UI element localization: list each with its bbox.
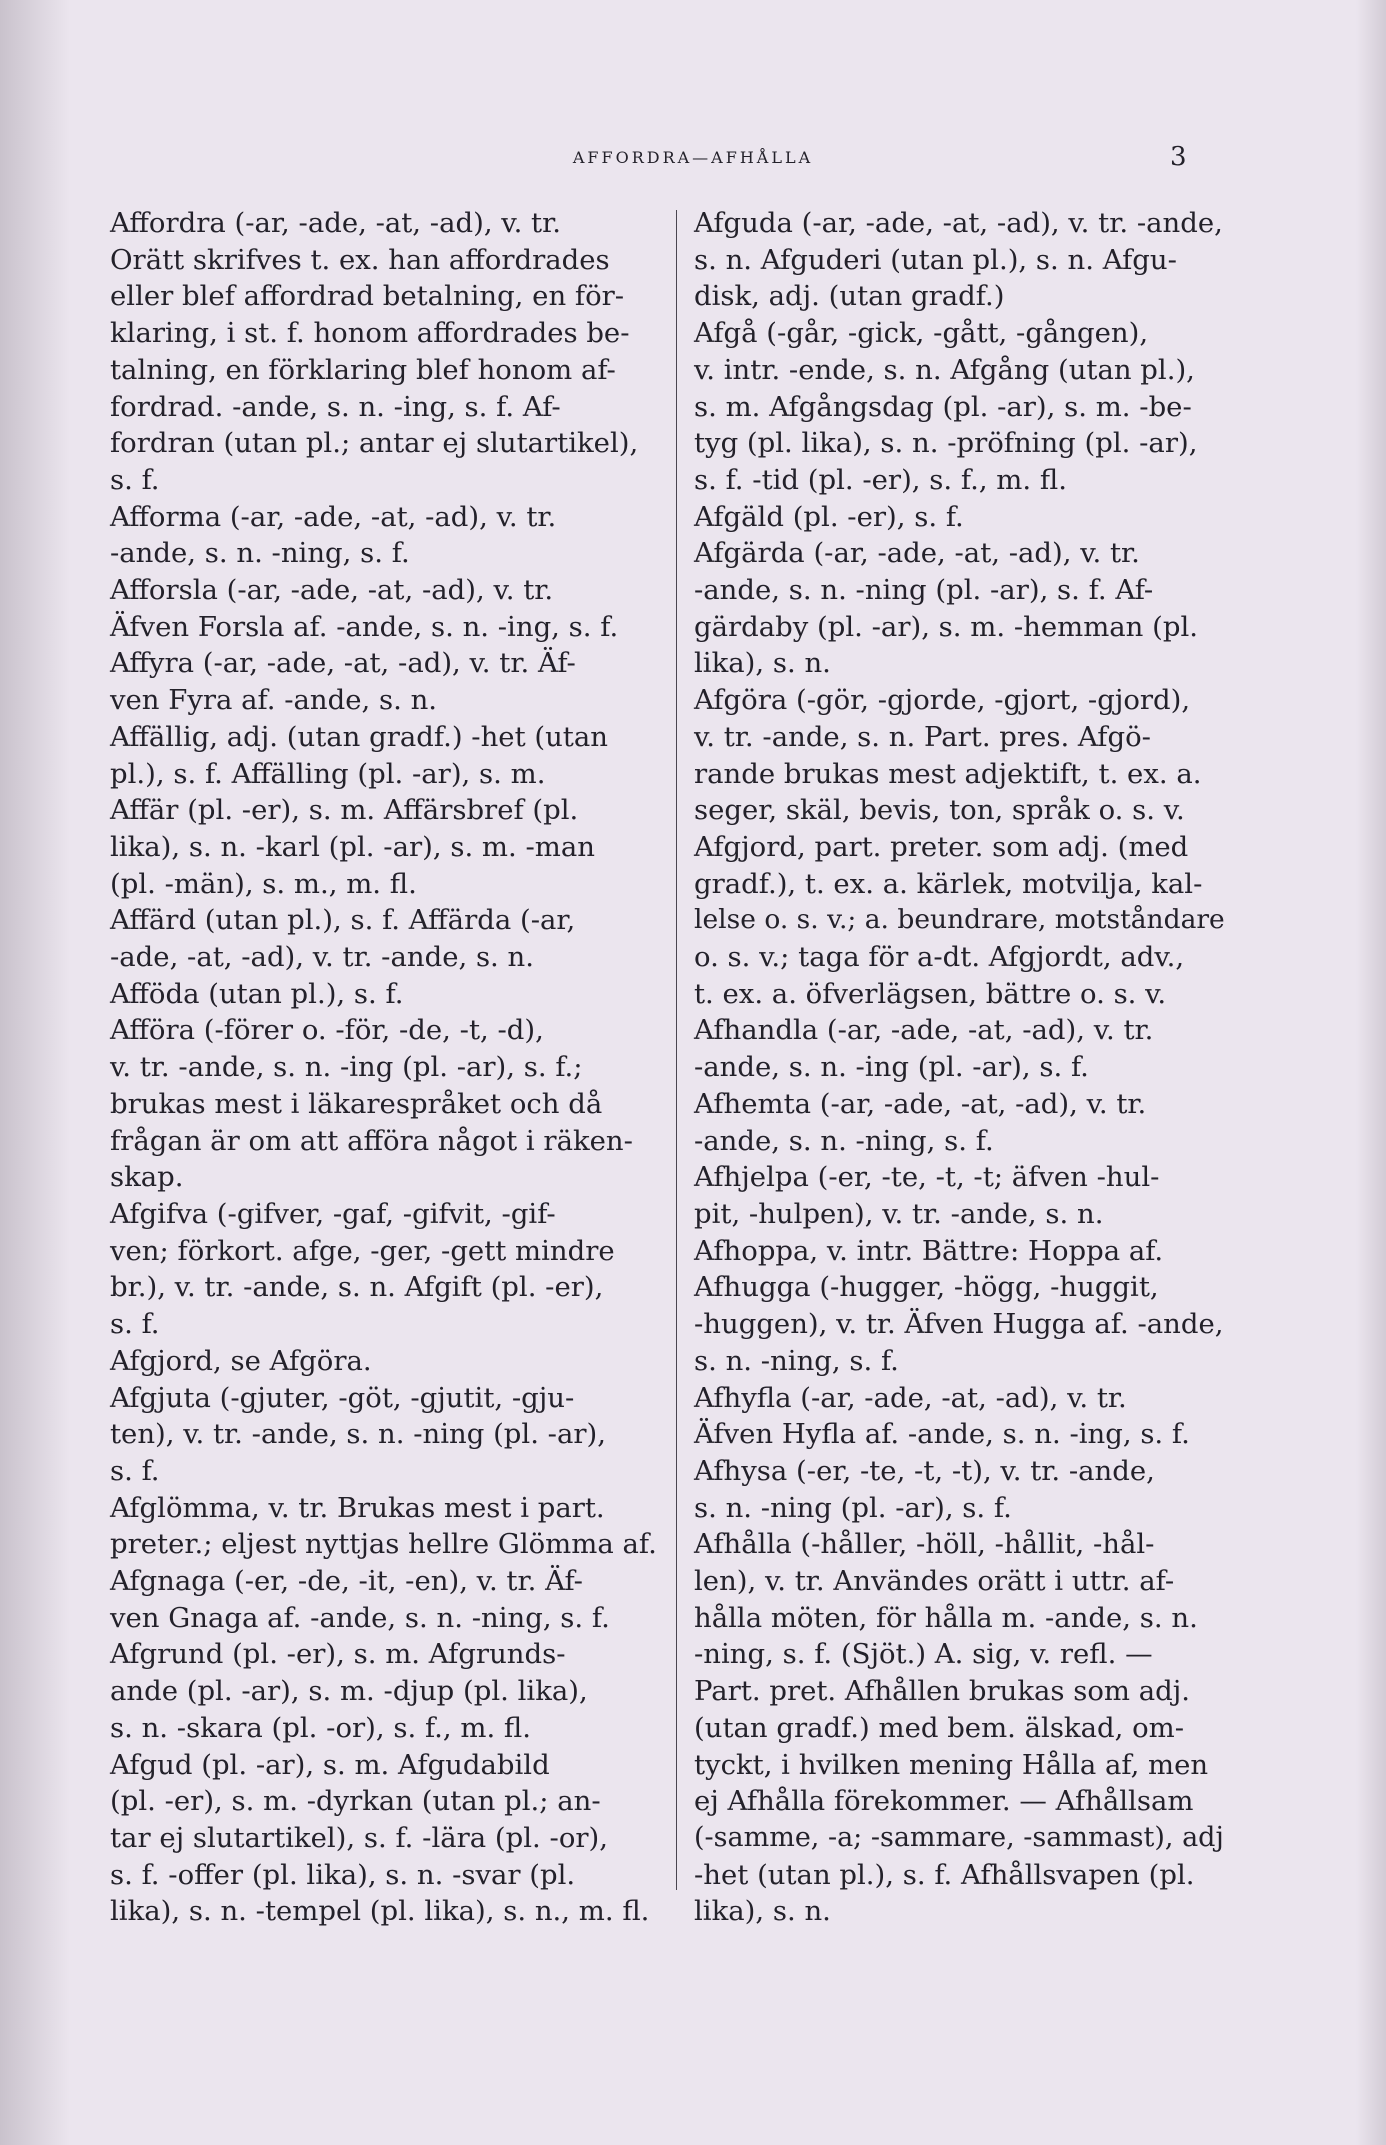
text-line: fordrad. -ande, s. n. -ing, s. f. Af- xyxy=(110,390,561,423)
text-line: disk, adj. (utan gradf.) xyxy=(694,280,1005,313)
text-line: ven Fyra af. -ande, s. n. xyxy=(110,684,438,717)
running-head: AFFORDRA—AFHÅLLA xyxy=(572,148,814,167)
text-line: hålla möten, för hålla m. -ande, s. n. xyxy=(694,1601,1198,1634)
text-line: v. intr. -ende, s. n. Afgång (utan pl.), xyxy=(694,353,1195,386)
right-column xyxy=(694,205,1231,1930)
text-line: Afföda (utan pl.), s. f. xyxy=(110,977,404,1010)
text-line: gärdaby (pl. -ar), s. m. -hemman (pl. xyxy=(694,610,1198,643)
text-line: Part. pret. Afhållen brukas som adj. xyxy=(694,1675,1191,1708)
text-line: (utan gradf.) med bem. älskad, om- xyxy=(694,1711,1185,1744)
text-line: klaring, i st. f. honom affordrades be- xyxy=(110,317,630,350)
text-line: Affärd (utan pl.), s. f. Affärda (-ar, xyxy=(110,904,576,937)
text-line: lelse o. s. v.; a. beundrare, motståndare xyxy=(694,904,1225,936)
text-line: Affär (pl. -er), s. m. Affärsbref (pl. xyxy=(110,794,579,827)
text-line: Afgärda (-ar, -ade, -at, -ad), v. tr. xyxy=(694,537,1140,570)
text-line: Afhemta (-ar, -ade, -at, -ad), v. tr. xyxy=(694,1087,1147,1120)
text-line: Afgöra (-gör, -gjorde, -gjort, -gjord), xyxy=(694,684,1191,717)
text-line: brukas mest i läkarespråket och då xyxy=(110,1087,603,1120)
text-line: -ande, s. n. -ing (pl. -ar), s. f. xyxy=(694,1051,1089,1084)
text-line: Afhålla (-håller, -höll, -hållit, -hål- xyxy=(694,1528,1155,1561)
text-line: (-samme, -a; -sammare, -sammast), adj xyxy=(694,1821,1224,1853)
text-line: Afgrund (pl. -er), s. m. Afgrunds- xyxy=(110,1638,566,1671)
text-line: s. f. xyxy=(110,1454,160,1487)
text-line: v. tr. -ande, s. n. Part. pres. Afgö- xyxy=(694,720,1151,753)
text-line: Afgäld (pl. -er), s. f. xyxy=(694,500,964,533)
text-line: Afhoppa, v. intr. Bättre: Hoppa af. xyxy=(694,1234,1164,1267)
text-line: t. ex. a. öfverlägsen, bättre o. s. v. xyxy=(694,977,1167,1010)
text-line: -ande, s. n. -ning (pl. -ar), s. f. Af- xyxy=(694,574,1154,607)
text-line: ej Afhålla förekommer. — Afhållsam xyxy=(694,1785,1194,1818)
text-line: -huggen), v. tr. Äfven Hugga af. -ande, xyxy=(694,1308,1224,1341)
text-line: Affordra (-ar, -ade, -at, -ad), v. tr. xyxy=(110,207,561,239)
text-line: talning, en förklaring blef honom af- xyxy=(110,353,616,386)
text-line: s. f. -tid (pl. -er), s. f., m. fl. xyxy=(694,463,1067,496)
text-line: -ning, s. f. (Sjöt.) A. sig, v. refl. — xyxy=(694,1638,1153,1671)
text-line: s. f. xyxy=(110,1308,160,1341)
text-line: ven; förkort. afge, -ger, -gett mindre xyxy=(110,1234,615,1267)
text-line: Afhandla (-ar, -ade, -at, -ad), v. tr. xyxy=(694,1014,1154,1047)
text-line: Afforma (-ar, -ade, -at, -ad), v. tr. xyxy=(110,500,557,533)
text-line: skap. xyxy=(110,1161,184,1194)
text-line: Afgjord, se Afgöra. xyxy=(110,1344,372,1377)
text-line: tyg (pl. lika), s. n. -pröfning (pl. -ar), xyxy=(694,427,1198,460)
left-column xyxy=(110,205,658,1930)
text-line: o. s. v.; taga för a-dt. Afgjordt, adv., xyxy=(694,941,1185,974)
text-line: -ande, s. n. -ning, s. f. xyxy=(694,1124,994,1157)
text-line: len), v. tr. Användes orätt i uttr. af- xyxy=(694,1565,1175,1598)
text-line: lika), s. n. xyxy=(694,1895,831,1928)
text-line: -het (utan pl.), s. f. Afhållsvapen (pl. xyxy=(694,1858,1195,1891)
text-line: s. n. -ning (pl. -ar), s. f. xyxy=(694,1491,1012,1524)
text-line: Afgnaga (-er, -de, -it, -en), v. tr. Äf- xyxy=(110,1565,583,1598)
text-line: Afgjord, part. preter. som adj. (med xyxy=(694,830,1189,863)
text-line: Afhjelpa (-er, -te, -t, -t; äfven -hul- xyxy=(694,1161,1160,1194)
text-line: s. n. -skara (pl. -or), s. f., m. fl. xyxy=(110,1711,532,1744)
text-line: ande (pl. -ar), s. m. -djup (pl. lika), xyxy=(110,1675,588,1708)
text-line: Afgjuta (-gjuter, -göt, -gjutit, -gju- xyxy=(110,1381,575,1414)
text-line: Orätt skrifves t. ex. han affordrades xyxy=(110,243,610,276)
text-line: pl.), s. f. Affälling (pl. -ar), s. m. xyxy=(110,757,546,790)
page-edge-shadow-right xyxy=(1356,0,1386,2145)
text-line: br.), v. tr. -ande, s. n. Afgift (pl. -er), xyxy=(110,1271,604,1304)
text-line: Afglömma, v. tr. Brukas mest i part. xyxy=(110,1491,605,1524)
text-line: gradf.), t. ex. a. kärlek, motvilja, kal- xyxy=(694,867,1203,900)
text-line: Afföra (-förer o. -för, -de, -t, -d), xyxy=(110,1014,544,1047)
text-line: Äfven Hyfla af. -ande, s. n. -ing, s. f. xyxy=(694,1418,1190,1451)
text-line: pit, -hulpen), v. tr. -ande, s. n. xyxy=(694,1197,1104,1230)
text-line: (pl. -er), s. m. -dyrkan (utan pl.; an- xyxy=(110,1785,601,1818)
text-line: Afhysa (-er, -te, -t, -t), v. tr. -ande, xyxy=(694,1454,1155,1487)
text-line: (pl. -män), s. m., m. fl. xyxy=(110,867,417,900)
text-line: lika), s. n. -tempel (pl. lika), s. n., m. fl. xyxy=(110,1895,650,1928)
column-divider xyxy=(676,210,677,1890)
text-line: ven Gnaga af. -ande, s. n. -ning, s. f. xyxy=(110,1601,610,1634)
text-line: s. n. -ning, s. f. xyxy=(694,1344,899,1377)
text-line: fordran (utan pl.; antar ej slutartikel), xyxy=(110,427,639,460)
text-line: s. n. Afguderi (utan pl.), s. n. Afgu- xyxy=(694,243,1177,276)
text-line: lika), s. n. xyxy=(694,647,831,680)
text-line: preter.; eljest nyttjas hellre Glömma af. xyxy=(110,1528,657,1561)
text-line: ten), v. tr. -ande, s. n. -ning (pl. -ar), xyxy=(110,1418,606,1451)
text-line: Afforsla (-ar, -ade, -at, -ad), v. tr. xyxy=(110,574,554,607)
text-line: lika), s. n. -karl (pl. -ar), s. m. -man xyxy=(110,830,595,863)
text-line: v. tr. -ande, s. n. -ing (pl. -ar), s. f.; xyxy=(110,1051,583,1084)
text-line: Afhugga (-hugger, -högg, -huggit, xyxy=(694,1271,1159,1304)
text-line: -ade, -at, -ad), v. tr. -ande, s. n. xyxy=(110,941,534,974)
text-line: Afgifva (-gifver, -gaf, -gifvit, -gif- xyxy=(110,1197,556,1230)
text-line: Affyra (-ar, -ade, -at, -ad), v. tr. Äf- xyxy=(110,647,576,680)
text-line: Afguda (-ar, -ade, -at, -ad), v. tr. -ande, xyxy=(694,207,1223,239)
text-line: s. m. Afgångsdag (pl. -ar), s. m. -be- xyxy=(694,390,1192,423)
text-line: Afhyfla (-ar, -ade, -at, -ad), v. tr. xyxy=(694,1381,1127,1414)
text-line: frågan är om att afföra något i räken- xyxy=(110,1124,633,1157)
text-line: rande brukas mest adjektift, t. ex. a. xyxy=(694,757,1202,790)
text-line: tyckt, i hvilken mening Hålla af, men xyxy=(694,1748,1209,1781)
text-line: Affällig, adj. (utan gradf.) -het (utan xyxy=(110,720,608,753)
page-edge-shadow xyxy=(0,0,70,2145)
text-line: Afgud (pl. -ar), s. m. Afgudabild xyxy=(110,1748,550,1781)
text-line: tar ej slutartikel), s. f. -lära (pl. -or), xyxy=(110,1821,608,1854)
text-line: s. f. xyxy=(110,463,160,496)
text-line: Äfven Forsla af. -ande, s. n. -ing, s. f. xyxy=(110,610,619,643)
page-number: 3 xyxy=(1170,142,1187,172)
text-line: s. f. -offer (pl. lika), s. n. -svar (pl. xyxy=(110,1858,576,1891)
text-line: Afgå (-går, -gick, -gått, -gången), xyxy=(694,317,1149,350)
text-line: seger, skäl, bevis, ton, språk o. s. v. xyxy=(694,794,1185,827)
text-line: -ande, s. n. -ning, s. f. xyxy=(110,537,410,570)
text-line: eller blef affordrad betalning, en för- xyxy=(110,280,625,313)
